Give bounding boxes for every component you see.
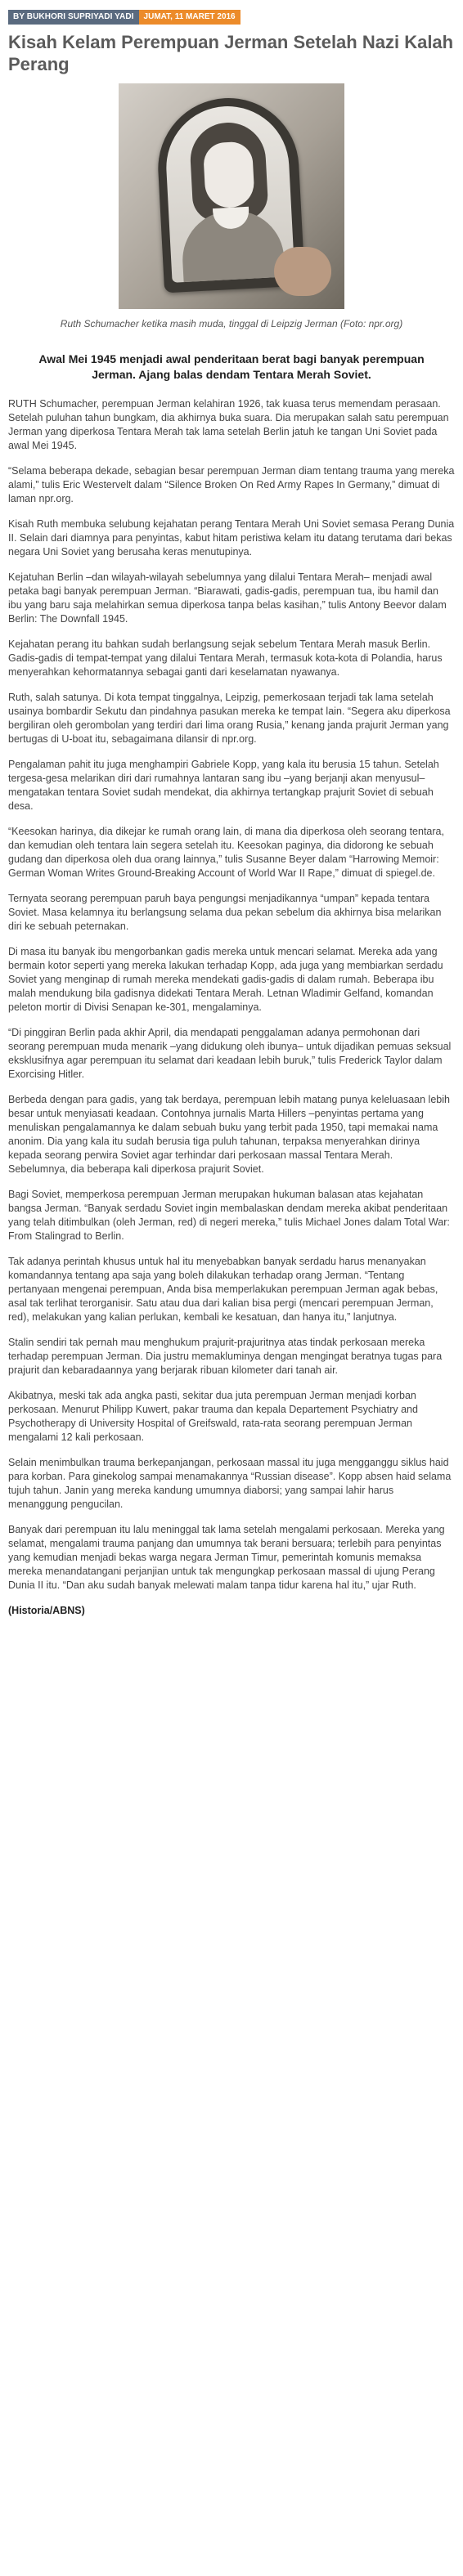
article-paragraph: Pengalaman pahit itu juga menghampiri Gabriele Kopp, yang kala itu berusia 15 tahun. Setelah tergesa-gesa melarikan diri dari rumahnya lantaran sang ibu –yang berjanji akan menyusul– mengatakan tentara Soviet sudah mendekat, dia akhirnya tertangkap prajurit Soviet di sebuah desa. [8, 759, 439, 812]
article-source-signature: (Historia/ABNS) [8, 1605, 85, 1616]
photo-print [164, 103, 295, 283]
article-paragraph: Kejahatan perang itu bahkan sudah berlangsung sejak sebelum Tentara Merah masuk Berlin. Gadis-gadis di tempat-tempat yang dilalui Tentara Merah, termasuk kota-kota di Polandia, harus menyerahkan kehormatannya sebagai ganti dari keselamatan nyawanya. [8, 638, 443, 678]
article-page [0, 10, 463, 1618]
photo-face [203, 141, 255, 208]
photo-hand [274, 247, 331, 296]
article-paragraph: “Keesokan harinya, dia dikejar ke rumah orang lain, di mana dia diperkosa oleh seorang tentara, dan kemudian oleh tentara lain segera setelah itu. Keesokan paginya, dia didorong ke sebuah gudang dan diperkosa oleh dua orang lainnya,” tulis Susanne Beyer dalam “Harrowing Memoir: German Woman Writes Ground-Breaking Account of World War II Rape,” dimuat di spiegel.de. [8, 826, 444, 879]
article-body [8, 397, 455, 1593]
article-title: Kisah Kelam Perempuan Jerman Setelah Nazi Kalah Perang [8, 32, 454, 74]
article-paragraph: Ruth, salah satunya. Di kota tempat tinggalnya, Leipzig, pemerkosaan terjadi tak lama setelah usainya bombardir Sekutu dan pindahnya pasukan mereka ke tempat lain. “Segera aku diperkosa bergiliran oleh gerombolan yang terdiri dari lima orang Rusia,” kenang janda prajurit Jerman yang bertugas di U-boat itu, sebagaimana dilansir di npr.org. [8, 692, 451, 745]
image-caption: Ruth Schumacher ketika masih muda, tinggal di Leipzig Jerman (Foto: npr.org) [60, 318, 403, 329]
article-paragraph: Selain menimbulkan trauma berkepanjangan, perkosaan massal itu juga mengganggu siklus haid para korban. Para ginekolog sampai menamakannya “Russian disease”. Kopp absen haid selama tujuh tahun. Janin yang mereka kandung umumnya diaborsi; yang sampai lahir harus menanggung pengucilan. [8, 1457, 452, 1510]
article-paragraph: Tak adanya perintah khusus untuk hal itu menyebabkan banyak serdadu harus menanyakan komandannya tentang apa saja yang boleh dilakukan terhadap orang Jerman. “Tentang pertanyaan mengenai perempuan, Anda bisa memperlakukan perempuan Jerman agak bebas, asal tak terlihat terorganisir. Satu atau dua dari kalian bisa pergi (mencari perempuan Jerman, red), melakukan yang kalian perlukan, kembali ke kesatuan, dan hanya itu,” lanjutnya. [8, 1256, 438, 1323]
article-paragraph: Akibatnya, meski tak ada angka pasti, sekitar dua juta perempuan Jerman menjadi korban perkosaan. Menurut Philipp Kuwert, pakar trauma dan kepala Departement Psychiatry and Psychotherapy di University Hospital of Greifswald, rata-rata seorang perempuan Jerman mengalami 12 kali perkosaan. [8, 1390, 418, 1443]
article-paragraph: Stalin sendiri tak pernah mau menghukum prajurit-prajuritnya atas tindak perkosaan mereka terhadap perempuan Jerman. Dia justru memakluminya dengan mengingat beratnya tugas para prajurit dan kebaradaannya yang berjarak ribuan kilometer dari tanah air. [8, 1337, 443, 1376]
article-paragraph: RUTH Schumacher, perempuan Jerman kelahiran 1926, tak kuasa terus memendam perasaan. Setelah puluhan tahun bungkam, dia akhirnya buka suara. Dia merupakan salah satu perempuan Jerman yang diperkosa Tentara Merah tak lama setelah Berlin jatuh ke tangan Uni Soviet pada awal Mei 1945. [8, 398, 449, 451]
article-paragraph: Banyak dari perempuan itu lalu meninggal tak lama setelah mengalami perkosaan. Mereka yang selamat, mengalami trauma panjang dan umumnya tak berani bersuara; terlebih para penyintas yang kemudian menjadi bekas warga negara Jerman Timur, pemerintah komunis memaksa mereka menandatangani perjanjian untuk tak mengungkap perkosaan massal di ujung Perang Dunia II itu. “Dan aku sudah banyak melewati malam tanpa tidur karena hal itu,” ujar Ruth. [8, 1524, 445, 1591]
article-paragraph: Kejatuhan Berlin –dan wilayah-wilayah sebelumnya yang dilalui Tentara Merah– menjadi awal petaka bagi banyak perempuan Jerman. “Biarawati, gadis-gadis, perempuan tua, ibu hamil dan ibu yang baru saja melahirkan semua diperkosa tanpa belas kasihan,” tulis Antony Beevor dalam Berlin: The Downfall 1945. [8, 571, 447, 625]
article-lead: Awal Mei 1945 menjadi awal penderitaan berat bagi banyak perempuan Jerman. Ajang balas dendam Tentara Merah Soviet. [38, 352, 425, 381]
article-paragraph: Bagi Soviet, memperkosa perempuan Jerman merupakan hukuman balasan atas kejahatan bangsa Jerman. “Banyak serdadu Soviet ingin membalaskan dendam mereka akibat penderitaan yang telah ditimbulkan (oleh Jerman, red) di negeri mereka,” tulis Michael Jones dalam Total War: From Stalingrad to Berlin. [8, 1189, 450, 1242]
article-photo [119, 83, 344, 309]
author-badge[interactable]: BY BUKHORI SUPRIYADI YADI [8, 10, 139, 25]
article-meta-bar [8, 10, 455, 25]
article-paragraph: “Selama beberapa dekade, sebagian besar perempuan Jerman diam tentang trauma yang mereka alami,” tulis Eric Westervelt dalam “Silence Broken On Red Army Rapes In Germany,” dimuat di laman npr.org. [8, 465, 455, 504]
article-paragraph: Ternyata seorang perempuan paruh baya pengungsi menjadikannya “umpan” kepada tentara Soviet. Masa kelamnya itu berlangsung selama dua pekan sebelum dia akhirnya bisa melarikan diri ke sebuah peternakan. [8, 893, 442, 932]
article-figure [119, 83, 344, 309]
article-paragraph: Kisah Ruth membuka selubung kejahatan perang Tentara Merah Uni Soviet semasa Perang Dunia II. Selain dari diamnya para penyintas, kabut hitam peristiwa kelam itu datang terutama dari bekas negara Uni Soviet yang berusaha keras menutupinya. [8, 518, 455, 558]
article-paragraph: Di masa itu banyak ibu mengorbankan gadis mereka untuk mencari selamat. Mereka ada yang bermain kotor seperti yang mereka lakukan terhadap Kopp, ada juga yang membiarkan serdadu Soviet yang menginap di rumah mereka mendekati gadis-gadis di dalam rumah. Beberapa ibu malah mendukung bila gadisnya didekati Tentara Merah. Letnan Wladimir Gelfand, komandan peleton mortir di Divisi Senapan ke-301, mengalaminya. [8, 946, 443, 1013]
article-paragraph: Berbeda dengan para gadis, yang tak berdaya, perempuan lebih matang punya keleluasaan lebih besar untuk menyiasati keadaan. Contohnya jurnalis Marta Hillers –penyintas pertama yang menuliskan pengalamannya ke dalam sebuah buku yang terbit pada 1950, tapi memakai nama anonim. Dia yang kala itu sudah berusia tiga puluh tahunan, terpaksa menyerahkan dirinya kepada seorang perwira Soviet agar terhindar dari perkosaan massal Tentara Merah. Sebelumnya, dia beberapa kali diperkosa prajurit Soviet. [8, 1094, 450, 1175]
date-badge: JUMAT, 11 MARET 2016 [139, 10, 240, 25]
article-paragraph: “Di pinggiran Berlin pada akhir April, dia mendapati penggalaman adanya permohonan dari seorang perempuan muda menarik –yang didukung oleh ibunya– untuk dijadikan pemuas seksual eksklusifnya agar perempuan itu selamat dari keadaan lebih buruk,” tulis Frederick Taylor dalam Exorcising Hitler. [8, 1027, 452, 1080]
